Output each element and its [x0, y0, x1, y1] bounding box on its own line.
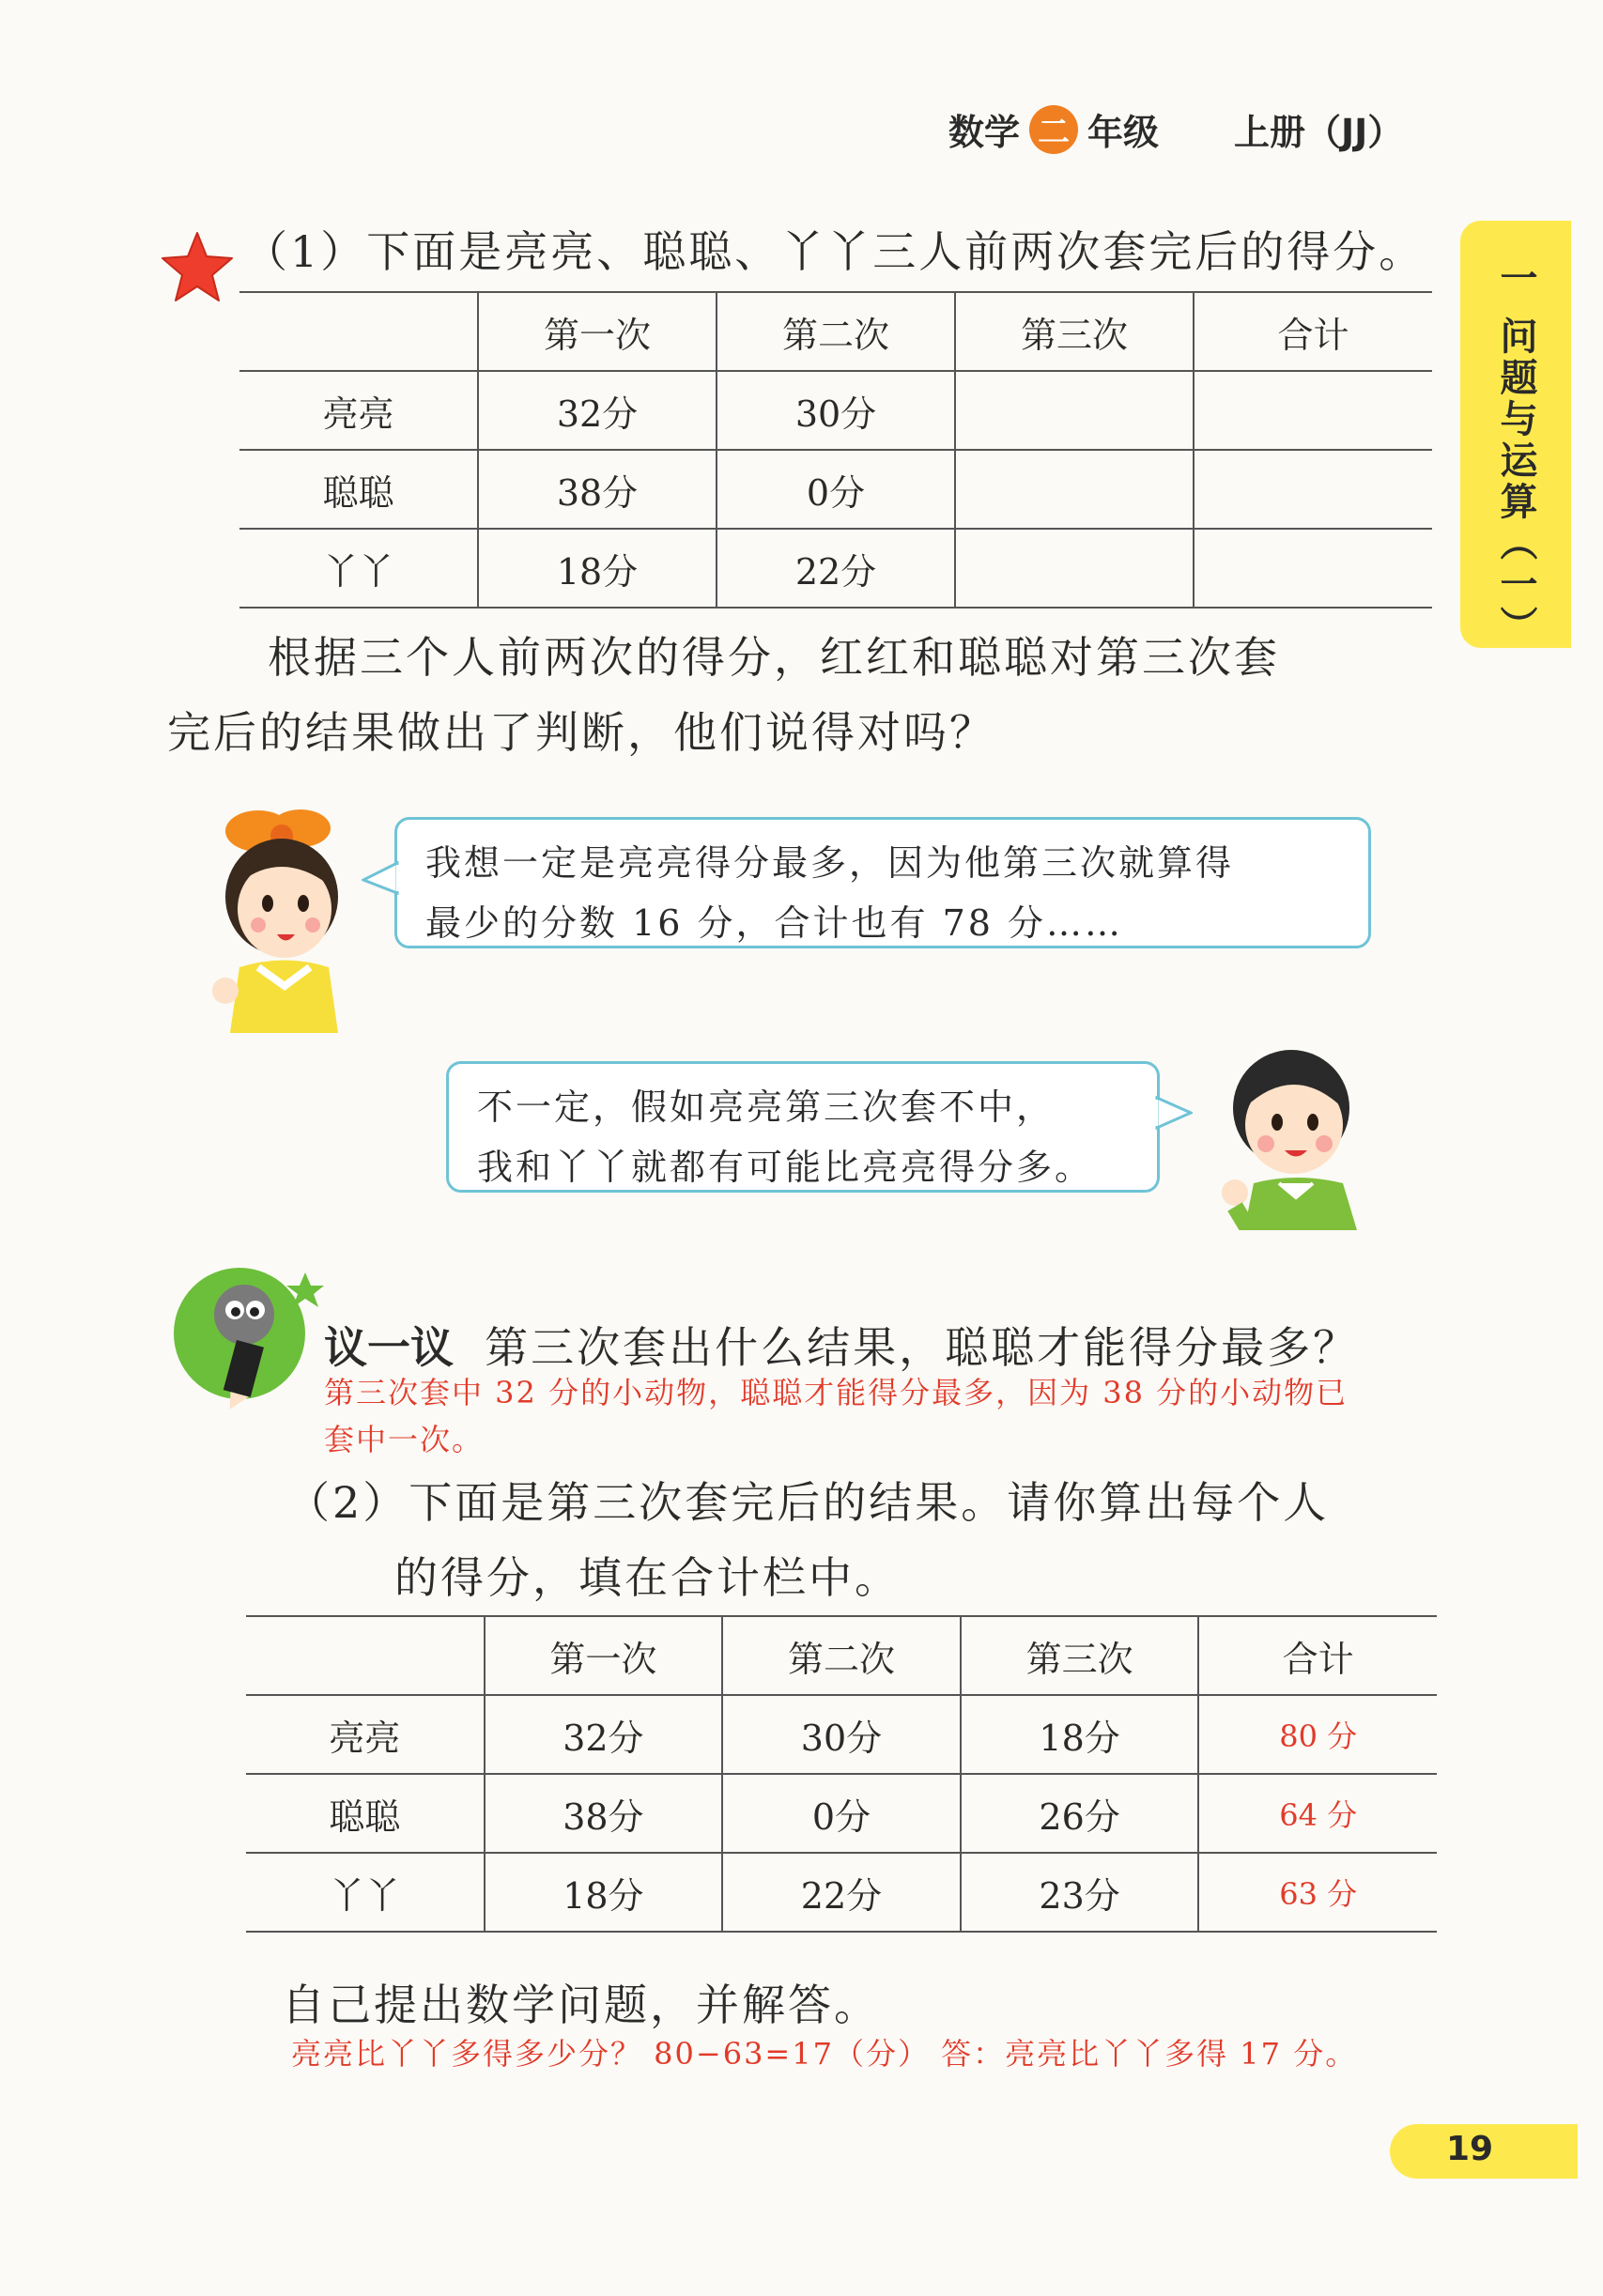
girl-illustration — [202, 798, 362, 1033]
score-cell[interactable] — [955, 450, 1194, 529]
discuss-question: 第三次套出什么结果，聪聪才能得分最多？ — [485, 1322, 1360, 1373]
score-cell: 32分 — [478, 371, 717, 450]
page-number: 19 — [1446, 2130, 1494, 2168]
page-header — [948, 103, 1403, 155]
score-cell: 22分 — [717, 529, 955, 608]
part1-question-line2: 完后的结果做出了判断，他们说得对吗？ — [167, 707, 995, 758]
table-row — [246, 1853, 1437, 1932]
score-cell: 0分 — [722, 1774, 961, 1853]
table-corner-cell — [246, 1616, 485, 1695]
page-number-tab — [1380, 2124, 1578, 2179]
score-cell: 30分 — [722, 1695, 961, 1774]
girl-bubble-line2: 最少的分数 16 分，合计也有 78 分…… — [425, 902, 1124, 944]
score-cell: 18分 — [485, 1853, 723, 1932]
girl-bubble-line1: 我想一定是亮亮得分最多，因为他第三次就算得 — [425, 842, 1235, 884]
score-table-1 — [239, 291, 1432, 609]
mascot-pencil-icon — [164, 1254, 324, 1413]
row-name-cell: 丫丫 — [322, 550, 394, 593]
grade-badge: 二 — [1029, 105, 1078, 154]
row-name-cell: 聪聪 — [329, 1795, 401, 1838]
star-icon — [160, 230, 235, 303]
girl-speech-bubble — [394, 817, 1371, 948]
table-header-cell: 第一次 — [485, 1616, 723, 1695]
score-table-2 — [246, 1615, 1437, 1933]
table-corner-cell — [239, 292, 478, 371]
table-header-row — [246, 1616, 1437, 1695]
table-header-cell: 第三次 — [961, 1616, 1199, 1695]
score-cell[interactable] — [955, 529, 1194, 608]
total-cell[interactable] — [1194, 450, 1432, 529]
table-row — [239, 529, 1432, 608]
part2-intro-line2: 的得分，填在合计栏中。 — [394, 1552, 901, 1603]
table-row — [239, 371, 1432, 450]
grade-label: 年级 — [1087, 112, 1160, 153]
table-header-cell: 第三次 — [955, 292, 1194, 371]
total-cell[interactable] — [1194, 371, 1432, 450]
subject-label: 数学 — [948, 112, 1021, 153]
table-header-cell: 合计 — [1194, 292, 1432, 371]
boy-bubble-line1: 不一定，假如亮亮第三次套不中， — [477, 1086, 1056, 1128]
discuss-answer-line2: 套中一次。 — [324, 1422, 485, 1457]
row-name-cell: 丫丫 — [329, 1874, 401, 1917]
row-name-cell: 聪聪 — [322, 471, 394, 514]
table-header-cell: 第二次 — [722, 1616, 961, 1695]
score-cell: 22分 — [722, 1853, 961, 1932]
total-cell: 64 分 — [1198, 1774, 1437, 1853]
score-cell: 38分 — [485, 1774, 723, 1853]
score-cell: 23分 — [961, 1853, 1199, 1932]
boy-speech-bubble — [446, 1061, 1160, 1193]
score-cell: 30分 — [717, 371, 955, 450]
part2-intro-line1: （2）下面是第三次套完后的结果。请你算出每个人 — [286, 1477, 1330, 1528]
score-cell: 26分 — [961, 1774, 1199, 1853]
total-cell: 80 分 — [1198, 1695, 1437, 1774]
self-question-prompt: 自己提出数学问题，并解答。 — [282, 1980, 880, 2030]
score-cell[interactable] — [955, 371, 1194, 450]
table-header-cell: 第二次 — [717, 292, 955, 371]
volume-label: 上册（JJ） — [1234, 112, 1404, 153]
score-cell: 18分 — [478, 529, 717, 608]
score-cell: 18分 — [961, 1695, 1199, 1774]
table-row — [246, 1774, 1437, 1853]
total-cell: 63 分 — [1198, 1853, 1437, 1932]
chapter-side-tab — [1460, 221, 1571, 648]
discuss-answer-line1: 第三次套中 32 分的小动物，聪聪才能得分最多，因为 38 分的小动物已 — [324, 1375, 1349, 1410]
part1-intro: （1）下面是亮亮、聪聪、丫丫三人前两次套完后的得分。 — [244, 226, 1426, 277]
row-name-cell: 亮亮 — [322, 393, 394, 435]
discuss-label: 议一议 — [324, 1322, 454, 1373]
table-row — [239, 450, 1432, 529]
score-cell: 32分 — [485, 1695, 723, 1774]
row-name-cell: 亮亮 — [329, 1717, 401, 1759]
part1-question-line1: 根据三个人前两次的得分，红红和聪聪对第三次套 — [268, 632, 1280, 683]
self-question-answer: 亮亮比丫丫多得多少分？ 80−63=17（分） 答：亮亮比丫丫多得 17 分。 — [291, 2036, 1358, 2072]
chapter-tab-label: 一 问题与运算（一） — [1494, 258, 1537, 647]
boy-bubble-line2: 我和丫丫就都有可能比亮亮得分多。 — [477, 1147, 1094, 1188]
table-header-row — [239, 292, 1432, 371]
girl-bubble-tail — [362, 859, 399, 897]
total-cell[interactable] — [1194, 529, 1432, 608]
score-cell: 0分 — [717, 450, 955, 529]
table-header-cell: 第一次 — [478, 292, 717, 371]
table-header-cell: 合计 — [1198, 1616, 1437, 1695]
boy-bubble-tail — [1155, 1094, 1193, 1132]
table-row — [246, 1695, 1437, 1774]
score-cell: 38分 — [478, 450, 717, 529]
boy-illustration — [1193, 1042, 1395, 1230]
